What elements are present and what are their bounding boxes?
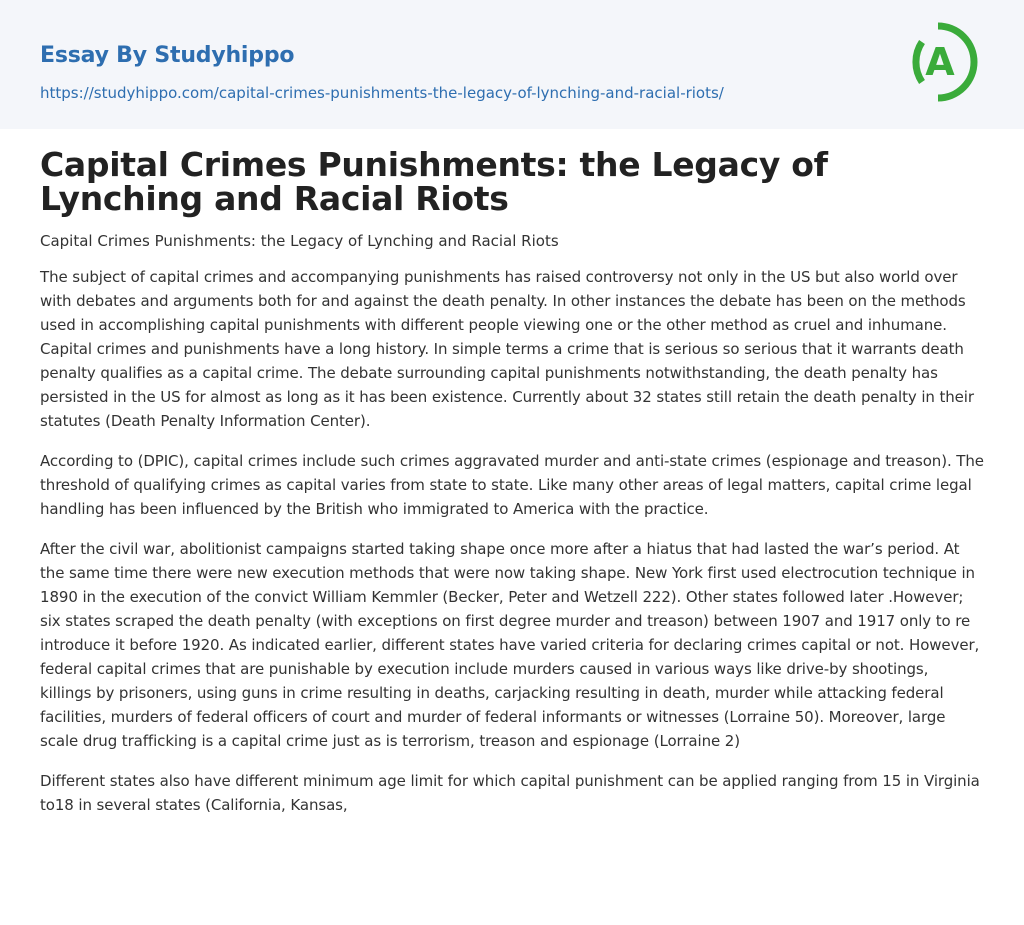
essay-paragraph: The subject of capital crimes and accompanying punishments has raised controversy not only in the US but also world over with debates and arguments both for and against the death penalty. In other instances the debate has been on the methods used in accomplishing capital punishments with different people viewing one or the other method as cruel and inhumane. Capital crimes and punishments have a long history. In simple terms a crime that is serious so serious that it warrants death penalty qualifies as a capital crime. The debate surrounding capital punishments notwithstanding, the death penalty has persisted in the US for almost as long as it has been existence. Currently about 32 states still retain the death penalty in their statutes (Death Penalty Information Center). <box>40 268 974 430</box>
essay-paragraph: Different states also have different minimum age limit for which capital punishment can be applied ranging from 15 in Virginia to18 in several states (California, Kansas, <box>40 772 980 814</box>
site-title[interactable]: Essay By Studyhippo <box>40 43 295 68</box>
essay-subtitle: Capital Crimes Punishments: the Legacy of Lynching and Racial Riots <box>40 232 559 250</box>
essay-content <box>0 129 1024 817</box>
essay-title: Capital Crimes Punishments: the Legacy of Lynching and Racial Riots <box>40 145 828 218</box>
essay-body <box>40 265 984 817</box>
site-header <box>0 0 1024 129</box>
essay-paragraph: After the civil war, abolitionist campaigns started taking shape once more after a hiatus that had lasted the war’s period. At the same time there were new execution methods that were now taking shape. New York first used electrocution technique in 1890 in the execution of the convict William Kemmler (Becker, Peter and Wetzell 222). Other states followed later .However; six states scraped the death penalty (with exceptions on first degree murder and treason) between 1907 and 1917 only to re introduce it before 1920. As indicated earlier, different states have varied criteria for declaring crimes capital or not. However, federal capital crimes that are punishable by execution include murders caused in various ways like drive-by shootings, killings by prisoners, using guns in crime resulting in deaths, carjacking resulting in death, murder while attacking federal facilities, murders of federal officers of court and murder of federal informants or witnesses (Lorraine 50). Moreover, large scale drug trafficking is a capital crime just as is terrorism, treason and espionage (Lorraine 2) <box>40 540 980 750</box>
logo-letter: A <box>925 40 955 84</box>
source-url-link[interactable]: https://studyhippo.com/capital-crimes-punishments-the-legacy-of-lynching-and-racial-riots/ <box>40 84 724 102</box>
essay-paragraph: According to (DPIC), capital crimes include such crimes aggravated murder and anti-state crimes (espionage and treason). The threshold of qualifying crimes as capital varies from state to state. Like many other areas of legal matters, capital crime legal handling has been influenced by the British who immigrated to America with the practice. <box>40 452 984 518</box>
studyhippo-logo-icon[interactable] <box>912 18 988 106</box>
